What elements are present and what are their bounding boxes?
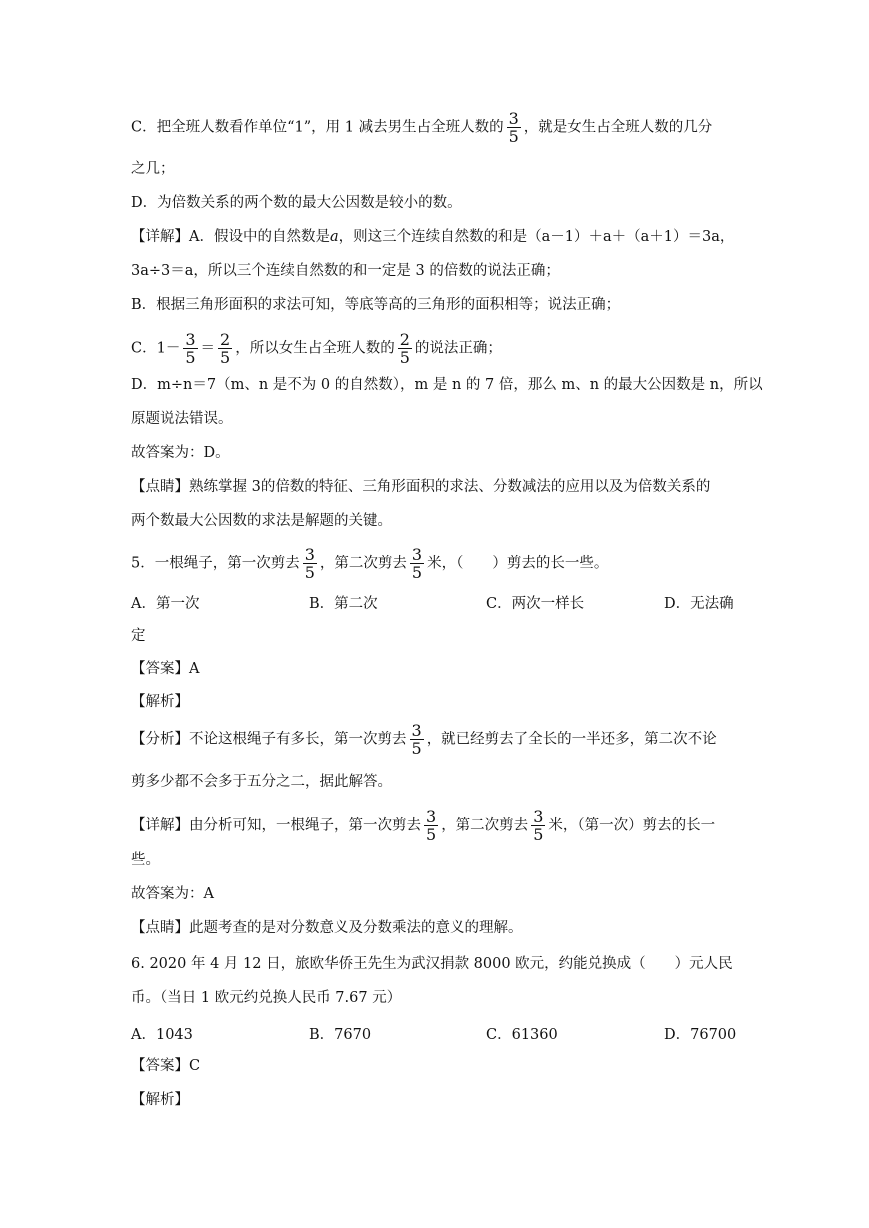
fraction: $\frac{3}{5}$ <box>411 545 423 582</box>
detail-a-line1: 【详解】A．假设中的自然数是a，则这三个连续自然数的和是（a－1）＋a＋（a＋1）＝3a， <box>131 229 735 245</box>
q5-analysis: 【分析】不论这根绳子有多长，第一次剪去 $\frac{3}{5}$ ，就已经剪去了全长的一半还多，第二次不论 <box>131 721 717 758</box>
q5-analysis-cont: 剪多少都不会多于五分之二，据此解答。 <box>131 774 392 790</box>
fraction: $\frac{3}{5}$ <box>411 721 422 758</box>
q5-option-a: A．第一次 <box>131 596 200 612</box>
detail-d-line2: 原题说法错误。 <box>131 411 233 427</box>
fraction: $\frac{3}{5}$ <box>508 109 519 146</box>
q6-option-a: A．1043 <box>131 1027 193 1043</box>
question-6-line2: 币。（当日 1 欧元约兑换人民币 7.67 元） <box>131 990 402 1006</box>
question-5: 5．一根绳子，第一次剪去 $\frac{3}{5}$ ，第二次剪去 $\frac{3}{5}$ 米，（ ）剪去的长一些。 <box>131 545 609 582</box>
comment-4-line1: 【点睛】熟练掌握 3的倍数的特征、三角形面积的求法、分数减法的应用以及为倍数关系的 <box>131 479 711 495</box>
q5-comment: 【点睛】此题考查的是对分数意义及分数乘法的意义的理解。 <box>131 920 523 936</box>
q6-option-c: C．61360 <box>486 1027 558 1043</box>
fraction: $\frac{3}{5}$ <box>304 545 315 582</box>
answer-4: 故答案为：D。 <box>131 445 230 461</box>
q5-detail-cont: 些。 <box>131 852 160 868</box>
fraction: $\frac{3}{5}$ <box>533 807 544 844</box>
q6-answer: 【答案】C <box>131 1058 201 1074</box>
q5-option-d: D．无法确 <box>664 596 734 612</box>
option-c-explanation: C．把全班人数看作单位“1”，用 1 减去男生占全班人数的 $\frac{3}{5}$ ，就是女生占全班人数的几分 <box>131 109 713 146</box>
fraction: $\frac{2}{5}$ <box>220 330 231 367</box>
q5-answer: 【答案】A <box>131 661 200 677</box>
fraction: $\frac{3}{5}$ <box>185 330 196 367</box>
q5-option-b: B．第二次 <box>309 596 378 612</box>
q5-final-answer: 故答案为：A <box>131 886 214 902</box>
q6-analysis-heading: 【解析】 <box>131 1092 189 1108</box>
option-c-explanation-cont: 之几； <box>131 161 175 177</box>
question-6-line1: 6. 2020 年 4 月 12 日，旅欧华侨王先生为武汉捐款 8000 欧元，约能兑换成（ ）元人民 <box>131 956 733 972</box>
detail-c: C．1－ $\frac{3}{5}$ ＝ $\frac{2}{5}$ ，所以女生占全班人数的 $\frac{2}{5}$ 的说法正确； <box>131 330 502 367</box>
detail-a-line2: 3a÷3＝a，所以三个连续自然数的和一定是 3 的倍数的说法正确； <box>131 263 560 279</box>
q5-detail: 【详解】由分析可知，一根绳子，第一次剪去 $\frac{3}{5}$ ，第二次剪去 $\frac{3}{5}$ 米，（第一次）剪去的长一 <box>131 807 716 844</box>
option-d-explanation: D．为倍数关系的两个数的最大公因数是较小的数。 <box>131 195 462 211</box>
q5-analysis-heading: 【解析】 <box>131 694 189 710</box>
q5-option-c: C．两次一样长 <box>486 596 585 612</box>
detail-d-line1: D．m÷n＝7（m、n 是不为 0 的自然数），m 是 n 的 7 倍，那么 m、n 的最大公因数是 n，所以 <box>131 377 763 393</box>
q6-option-d: D．76700 <box>664 1027 737 1043</box>
detail-b: B．根据三角形面积的求法可知，等底等高的三角形的面积相等；说法正确； <box>131 297 621 313</box>
comment-4-line2: 两个数最大公因数的求法是解题的关键。 <box>131 513 392 529</box>
fraction: $\frac{2}{5}$ <box>399 330 410 367</box>
q5-option-d-wrap: 定 <box>131 628 146 644</box>
fraction: $\frac{3}{5}$ <box>426 807 437 844</box>
q6-option-b: B．7670 <box>309 1027 372 1043</box>
